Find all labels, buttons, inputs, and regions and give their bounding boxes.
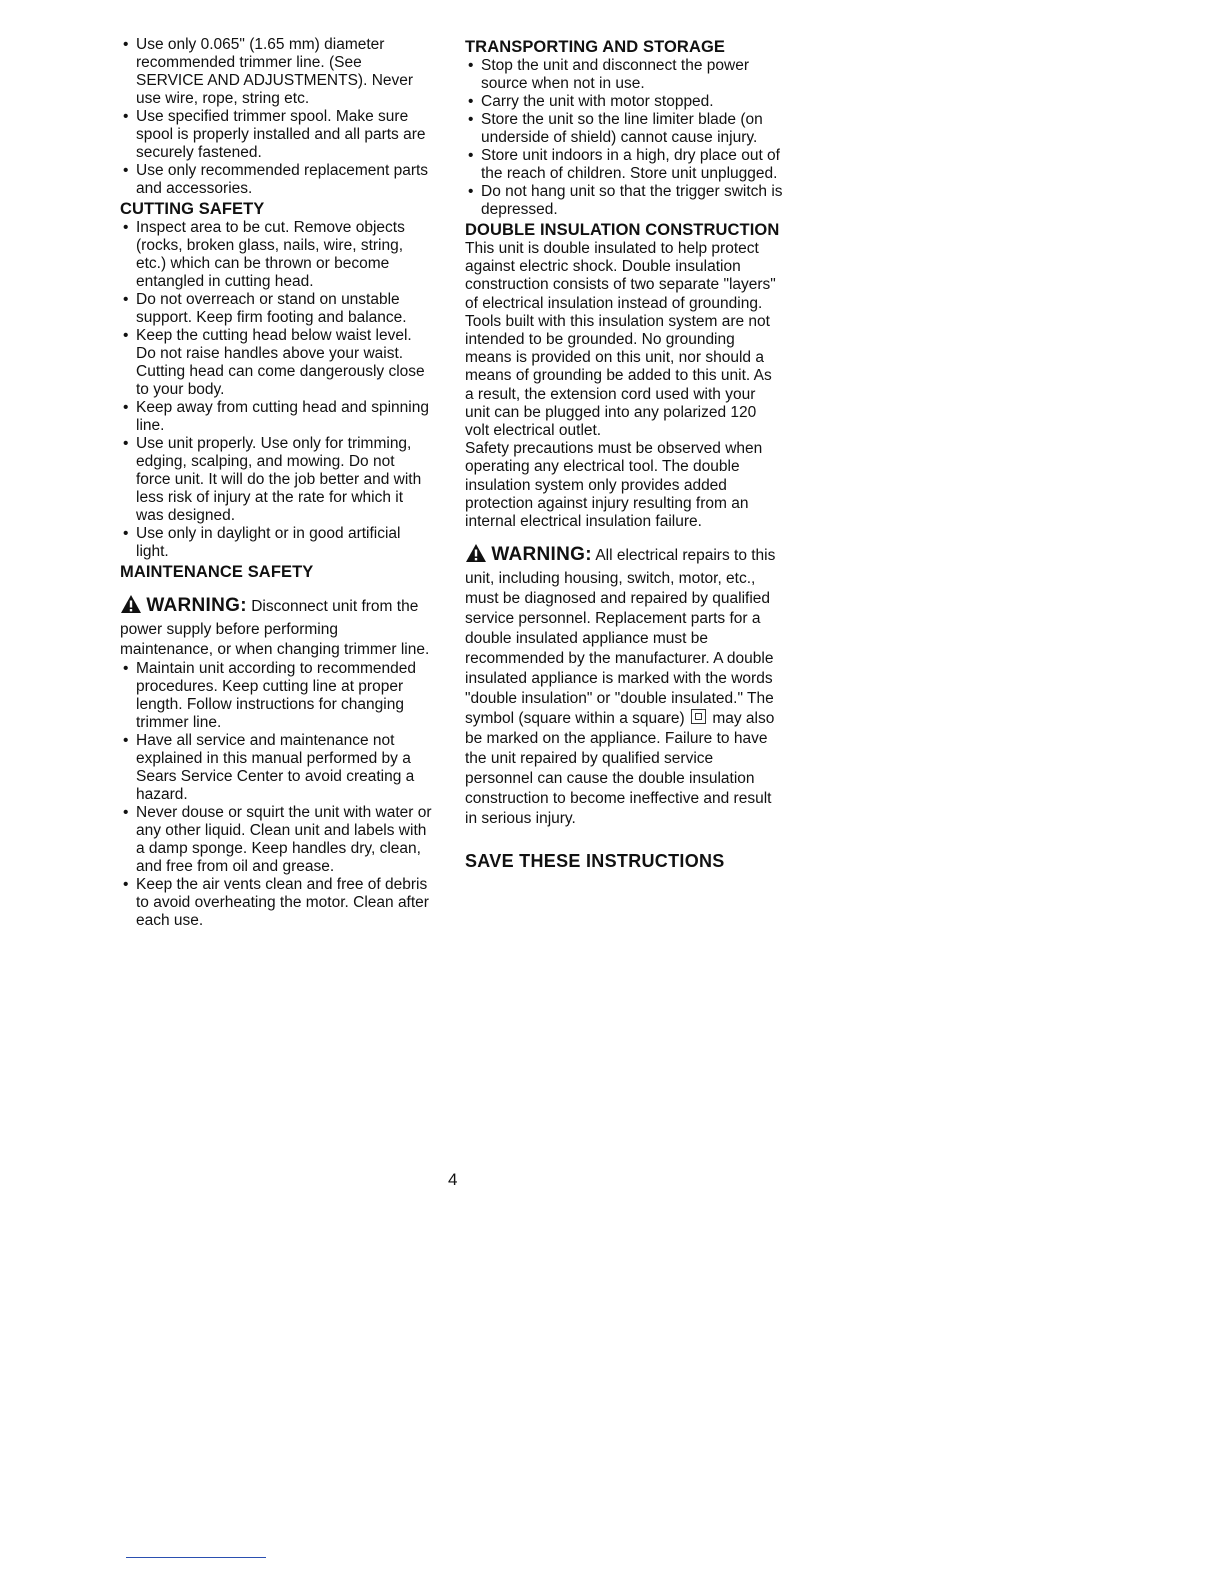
- right-column: [465, 36, 783, 872]
- intro-list: [120, 36, 432, 198]
- left-column: [120, 36, 432, 930]
- paragraph: This unit is double insulated to help protect against electric shock. Double insulation construction consists of two separate "layers" of electrical insulation instead of grounding.: [465, 240, 776, 312]
- list-item: • Inspect area to be cut. Remove objects (rocks, broken glass, nails, wire, string, etc.) which can be thrown or become entangled in cutting head.: [120, 219, 432, 291]
- list-item: • Have all service and maintenance not explained in this manual performed by a Sears Service Center to avoid creating a hazard.: [120, 732, 432, 804]
- warning-label: WARNING:: [491, 544, 592, 566]
- maintenance-safety-heading: MAINTENANCE SAFETY: [120, 563, 314, 581]
- double-insulation-symbol-icon: [691, 709, 706, 724]
- list-item: • Never douse or squirt the unit with water or any other liquid. Clean unit and labels with a damp sponge. Keep handles dry, clean, and free from oil and grease.: [120, 804, 432, 876]
- list-item: • Use only recommended replacement parts and accessories.: [120, 162, 432, 198]
- list-item: • Keep the air vents clean and free of debris to avoid overheating the motor. Clean after each use.: [120, 876, 432, 930]
- footer-line: [126, 1557, 266, 1558]
- maintenance-warning: [120, 594, 432, 660]
- page-number: 4: [448, 1170, 458, 1189]
- list-item: • Use only 0.065" (1.65 mm) diameter recommended trimmer line. (See SERVICE AND ADJUSTMENTS). Never use wire, rope, string etc.: [120, 36, 432, 108]
- paragraph: Tools built with this insulation system are not intended to be grounded. No grounding means is provided on this unit, nor should a means of grounding be added to this unit. As a result, the extension cord used with your unit can be plugged into any polarized 120 volt electrical outlet.: [465, 312, 772, 440]
- list-item: • Use specified trimmer spool. Make sure spool is properly installed and all parts are securely fastened.: [120, 108, 432, 162]
- cutting-safety-heading: CUTTING SAFETY: [120, 200, 265, 218]
- double-insulation-heading: DOUBLE INSULATION CONSTRUCTION: [465, 221, 780, 239]
- repair-warning: [465, 543, 783, 829]
- warning-label: WARNING:: [146, 595, 247, 616]
- list-item: • Do not hang unit so that the trigger switch is depressed.: [465, 183, 783, 219]
- paragraph: Safety precautions must be observed when operating any electrical tool. The double insulation system only provides added protection against injury resulting from an internal electrical insulation failure.: [465, 440, 763, 531]
- list-item: • Store unit indoors in a high, dry place out of the reach of children. Store unit unplugged.: [465, 147, 783, 183]
- transporting-storage-heading: TRANSPORTING AND STORAGE: [465, 38, 725, 56]
- list-item: • Use only in daylight or in good artificial light.: [120, 525, 432, 561]
- warning-text: Disconnect unit from the power supply before performing maintenance, or when changing trimmer line.: [120, 598, 430, 658]
- transporting-list: [465, 57, 783, 219]
- warning-text-continued: may also be marked on the appliance. Failure to have the unit repaired by qualified service personnel can cause the double insulation construction to become ineffective and result in serious injury.: [465, 710, 775, 828]
- warning-triangle-icon: [465, 543, 487, 569]
- warning-text: All electrical repairs to this unit, including housing, switch, motor, etc., must be diagnosed and repaired by qualified service personnel. Replacement parts for a double insulated appliance must be recommended by the manufacturer. A double insulated appliance is marked with the words "double insulation" or "double insulated." The symbol (square within a square): [465, 547, 776, 728]
- list-item: • Keep the cutting head below waist level. Do not raise handles above your waist. Cutting head can come dangerously close to your body.: [120, 327, 432, 399]
- list-item: • Use unit properly. Use only for trimming, edging, scalping, and mowing. Do not force unit. It will do the job better and with less risk of injury at the rate for which it was designed.: [120, 435, 432, 525]
- save-instructions: SAVE THESE INSTRUCTIONS: [465, 851, 725, 872]
- list-item: • Carry the unit with motor stopped.: [465, 93, 783, 111]
- list-item: • Maintain unit according to recommended procedures. Keep cutting line at proper length. Follow instructions for changing trimmer line.: [120, 660, 432, 732]
- list-item: • Stop the unit and disconnect the power source when not in use.: [465, 57, 783, 93]
- list-item: • Store the unit so the line limiter blade (on underside of shield) cannot cause injury.: [465, 111, 783, 147]
- warning-triangle-icon: [120, 594, 142, 620]
- list-item: • Keep away from cutting head and spinning line.: [120, 399, 432, 435]
- cutting-safety-list: [120, 219, 432, 561]
- list-item: • Do not overreach or stand on unstable support. Keep firm footing and balance.: [120, 291, 432, 327]
- maintenance-list: [120, 660, 432, 930]
